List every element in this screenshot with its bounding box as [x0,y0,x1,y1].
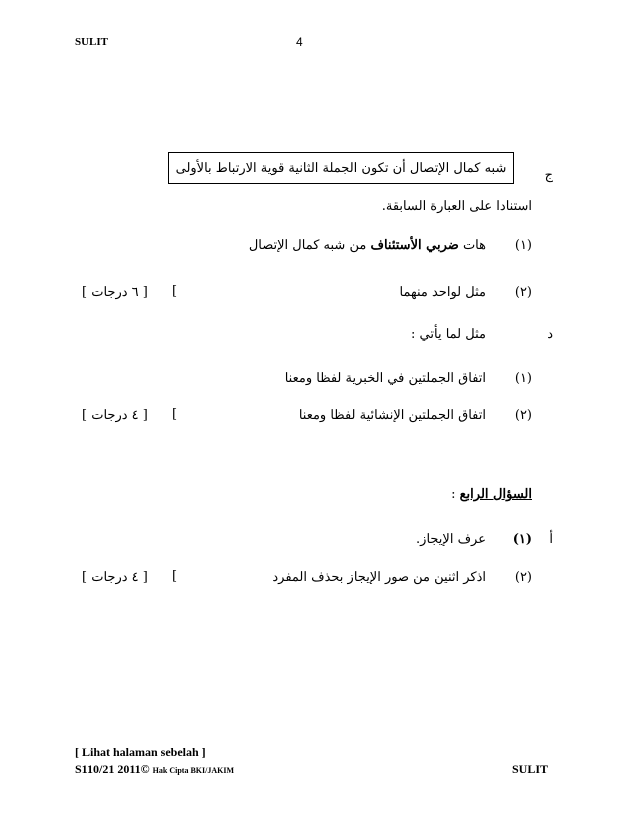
question-four-heading [451,487,532,502]
section-d-item-2-text: اتفاق الجملتين الإنشائية لفظا ومعنا [298,408,486,423]
section-d-item-1-number: (١) [514,371,532,386]
statement-text: شبه كمال الإتصال أن تكون الجملة الثانية قوية الارتباط بالأولى [175,160,507,176]
bracket-left: [ [172,284,178,299]
question-four-item-1-number: (١) [512,532,532,547]
footer-copyright: Hak Cipta BKI/JAKIM [152,766,234,775]
section-c-item-2-text: مثل لواحد منهما [399,285,486,300]
section-c-item-1-text: هات ضربي الأستئناف من شبه كمال الإتصال [248,238,486,253]
question-four-colon: : [451,487,456,502]
footer-classification: SULIT [512,762,549,776]
header-classification: SULIT [75,36,109,48]
question-four-item-1-text: عرف الإيجاز. [416,532,486,547]
bold-term: ضربي الأستئناف [370,238,459,253]
question-four-marks: [ ٤ درجات ] [82,570,148,585]
section-c-intro: استنادا على العبارة السابقة. [381,199,532,214]
bracket-left: [ [172,407,178,422]
section-d-intro: مثل لما يأتي : [411,327,486,342]
question-four-title: السؤال الرابع [459,487,532,502]
section-c-marks: [ ٦ درجات ] [82,285,148,300]
section-c-item-1-number: (١) [514,238,532,253]
question-four-letter: أ [549,532,553,547]
question-four-item-2-number: (٢) [514,570,532,585]
footer-continue: [ Lihat halaman sebelah ] [75,745,206,759]
section-d-item-1-text: اتفاق الجملتين في الخبرية لفظا ومعنا [284,371,486,386]
page-number: 4 [296,35,303,49]
section-c-item-2-number: (٢) [514,285,532,300]
section-d-item-2-number: (٢) [514,408,532,423]
section-c-letter: ج [544,168,553,183]
question-four-item-2-text: اذكر اثنين من صور الإيجاز بحذف المفرد [272,570,486,585]
section-d-letter: د [547,327,553,342]
bracket-left: [ [172,569,178,584]
footer-code: S110/21 2011© Hak Cipta BKI/JAKIM [75,762,234,776]
statement-box [168,152,514,184]
section-d-marks: [ ٤ درجات ] [82,408,148,423]
